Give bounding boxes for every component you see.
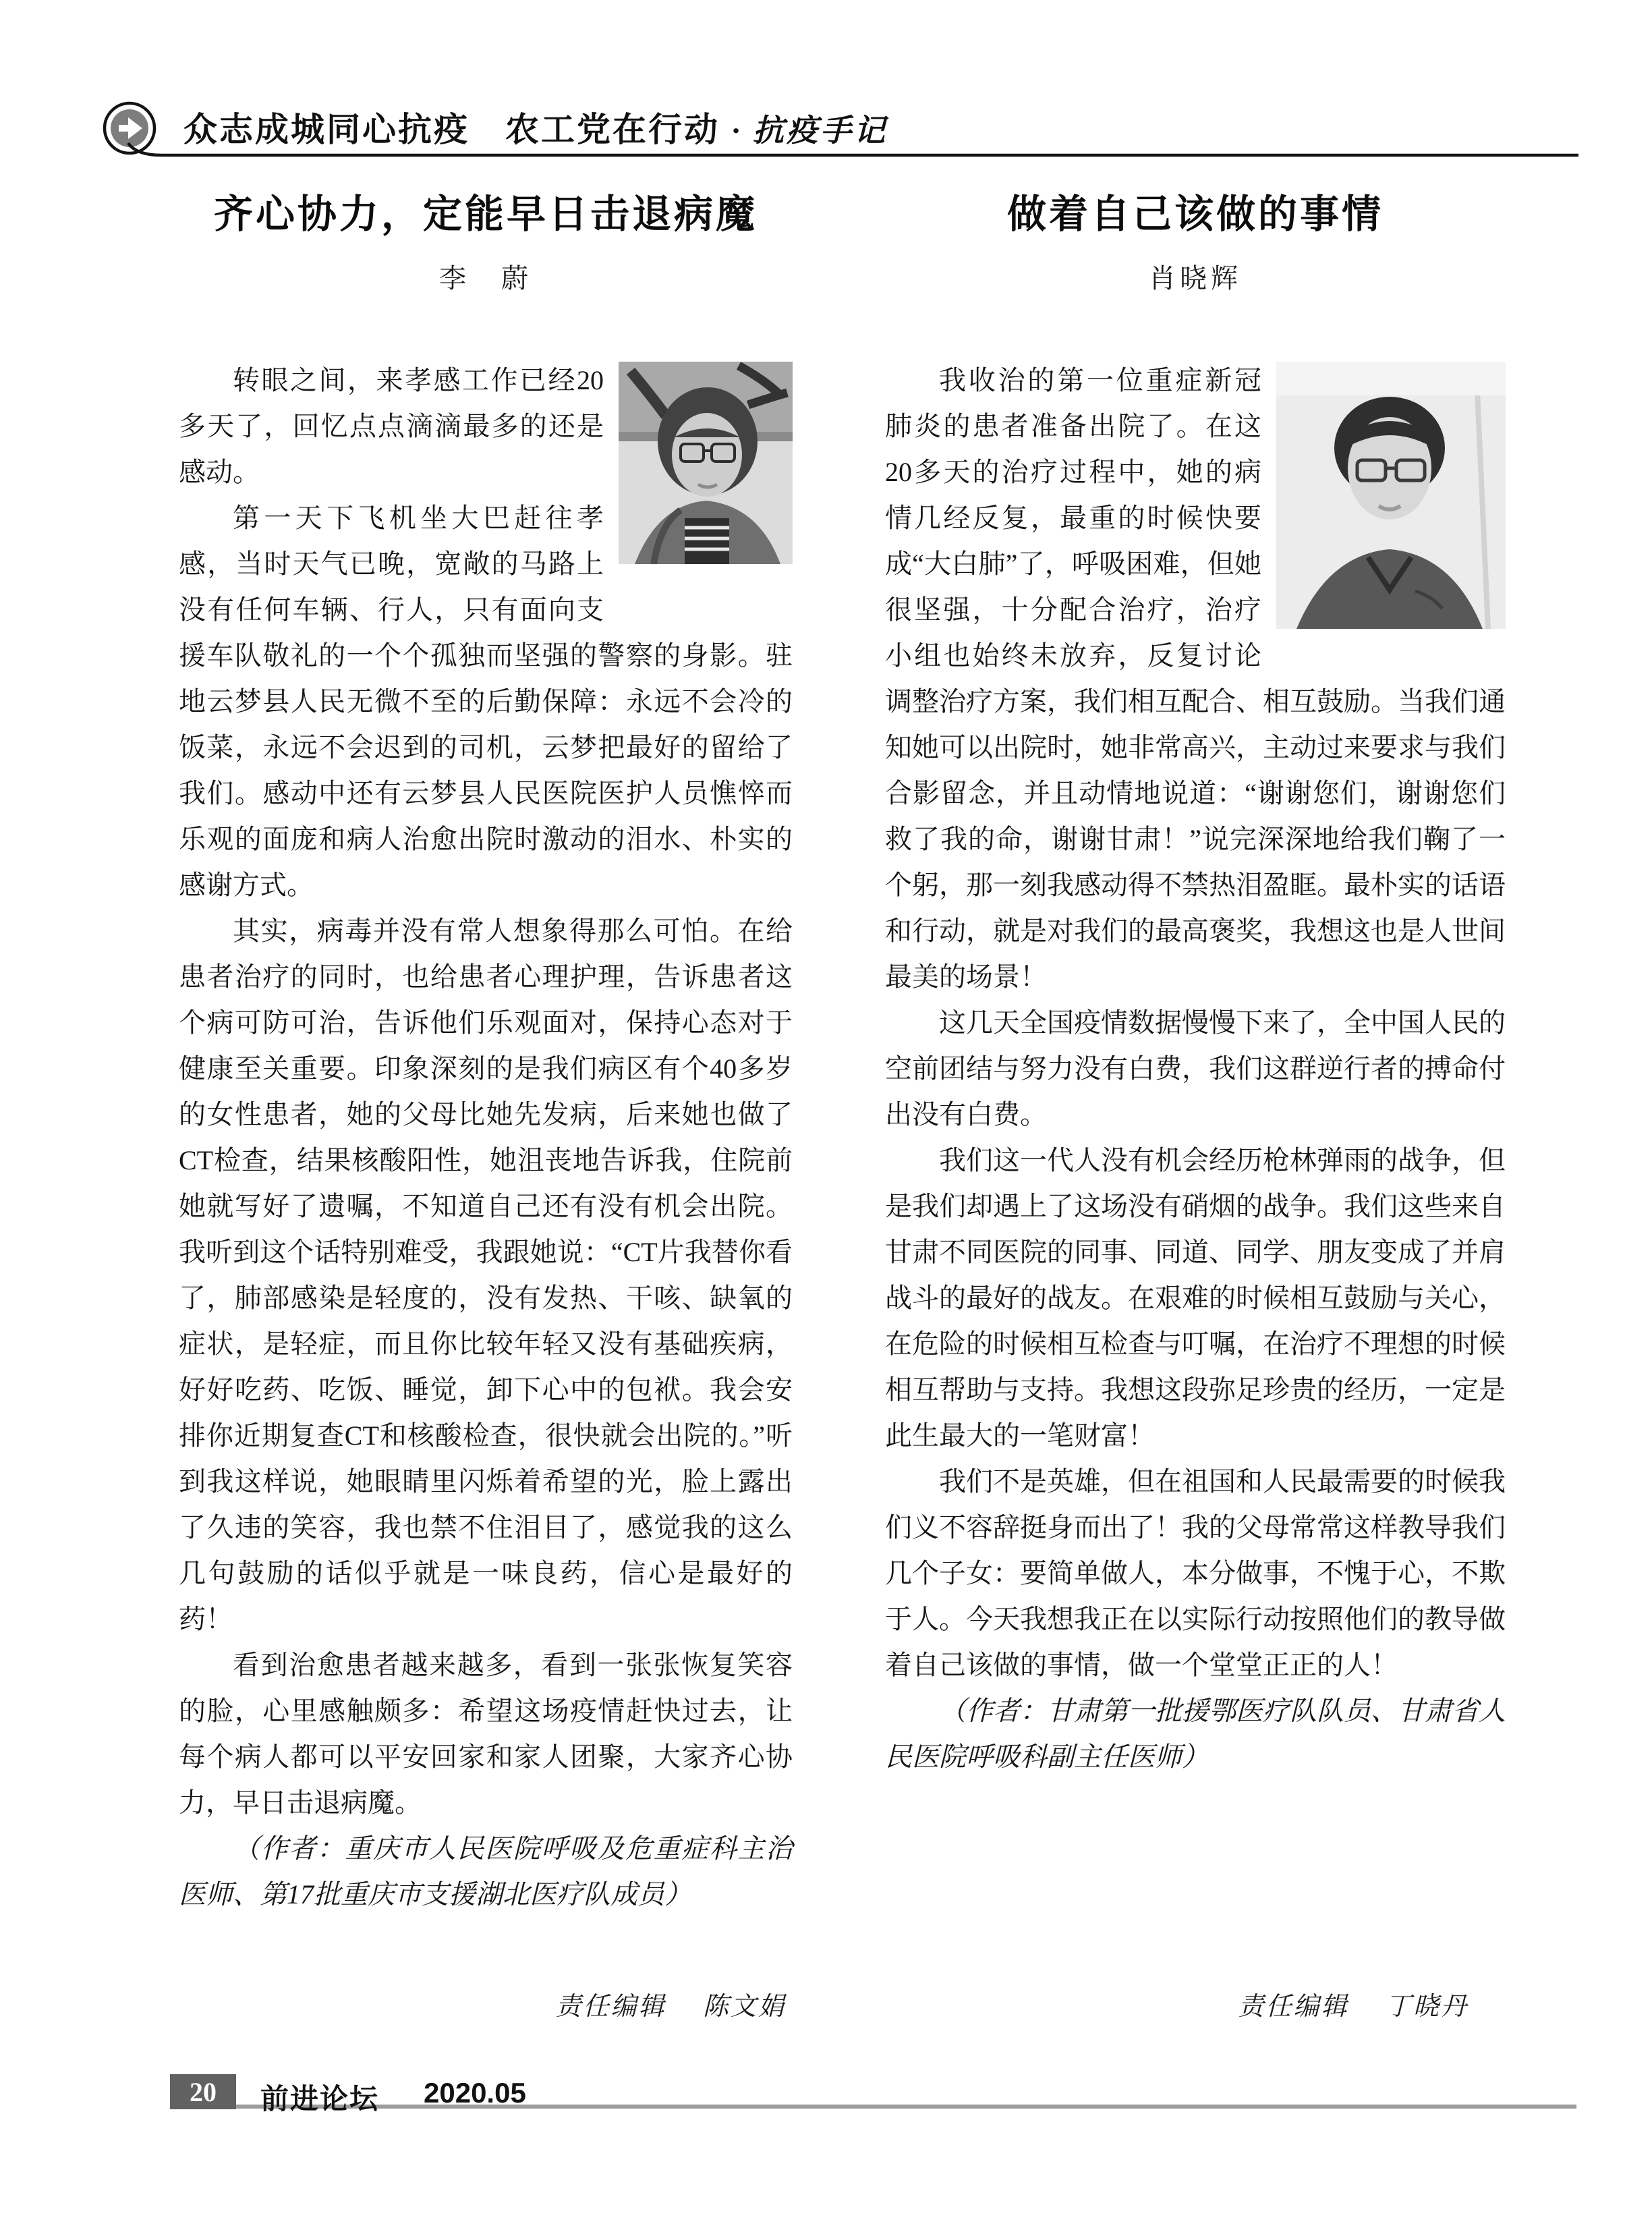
body-paragraph: 看到治愈患者越来越多，看到一张张恢复笑容的脸，心里感触颇多：希望这场疫情赶快过去，让每个病人都可以平安回家和家人团聚，大家齐心协力，早日击退病魔。: [179, 1649, 793, 1818]
article-title: 做着自己该做的事情: [1006, 192, 1384, 236]
editor-label: 责任编辑: [555, 1993, 666, 2021]
article-author: 肖晓辉: [1149, 262, 1242, 294]
woman-portrait-photo: [619, 362, 793, 564]
header-subtitle: · 抗疫手记: [732, 113, 888, 148]
body-paragraph: 我收治的第一位重症新冠肺炎的患者准备出院了。在这20多天的治疗过程中，她的病情几经反复，最重的时候快要成“大白肺”了，呼吸困难，但她很坚强，十分配合治疗，治疗小组也始终未放弃，反复讨论调整治疗方案，我们相互配合、相互鼓励。当我们通知她可以出院时，她非常高兴，主动过来要求与我们合影留念，并且动情地说道：“谢谢您们，谢谢您们救了我的命，谢谢甘肃！”说完深深地给我们鞠了一个躬，那一刻我感动得不禁热泪盈眶。最朴实的话语和行动，就是对我们的最高褒奖，我想这也是人世间最美的场景！: [885, 364, 1506, 992]
issue-number: 2020.05: [424, 2077, 526, 2109]
article-left: [179, 190, 793, 1918]
journal-name: 前进论坛: [260, 2083, 380, 2115]
article-title: 齐心协力，定能早日击退病魔: [213, 192, 758, 236]
portrait-photo-graphic: [1276, 362, 1506, 629]
portrait-photo-graphic: [619, 362, 793, 564]
article-body: [179, 358, 793, 1918]
man-portrait-photo: [1276, 362, 1506, 629]
header: [183, 103, 888, 151]
editor-row-left: [179, 1985, 786, 2026]
editor-label: 责任编辑: [1238, 1993, 1349, 2021]
article-author: 李 蔚: [439, 262, 532, 294]
article-right: [885, 190, 1506, 1780]
editor-name: 丁晓丹: [1385, 1993, 1469, 2021]
body-paragraph: 转眼之间，来孝感工作已经20多天了，回忆点点滴滴最多的还是感动。: [179, 364, 604, 487]
article-body: [885, 358, 1506, 1780]
editor-row-right: [885, 1985, 1469, 2026]
body-paragraph: 其实，病毒并没有常人想象得那么可怕。在给患者治疗的同时，也给患者心理护理，告诉患者这个病可防可治，告诉他们乐观面对，保持心态对于健康至关重要。印象深刻的是我们病区有个40多岁的女性患者，她的父母比她先发病，后来她也做了CT检查，结果核酸阳性，她沮丧地告诉我，住院前她就写好了遗嘱，不知道自己还有没有机会出院。我听到这个话特别难受，我跟她说：“CT片我替你看了，肺部感染是轻度的，没有发热、干咳、缺氧的症状，是轻症，而且你比较年轻又没有基础疾病，好好吃药、吃饭、睡觉，卸下心中的包袱。我会安排你近期复查CT和核酸检查，很快就会出院的。”听到我这样说，她眼睛里闪烁着希望的光，脸上露出了久违的笑容，我也禁不住泪目了，感觉我的这么几句鼓励的话似乎就是一味良药，信心是最好的药！: [179, 915, 793, 1634]
editor-name: 陈文娟: [702, 1993, 786, 2021]
header-title: 众志成城同心抗疫 农工党在行动: [183, 111, 720, 148]
author-bio: （作者：重庆市人民医院呼吸及危重症科主治医师、第17批重庆市支援湖北医疗队成员）: [179, 1833, 793, 1910]
body-paragraph: 这几天全国疫情数据慢慢下来了，全中国人民的空前团结与努力没有白费，我们这群逆行者的搏命付出没有白费。: [885, 1007, 1506, 1130]
body-paragraph: 我们这一代人没有机会经历枪林弹雨的战争，但是我们却遇上了这场没有硝烟的战争。我们这些来自甘肃不同医院的同事、同道、同学、朋友变成了并肩战斗的最好的战友。在艰难的时候相互鼓励与关心，在危险的时候相互检查与叮嘱，在治疗不理想的时候相互帮助与支持。我想这段弥足珍贵的经历，一定是此生最大的一笔财富！: [885, 1144, 1506, 1451]
author-bio: （作者：甘肃第一批援鄂医疗队队员、甘肃省人民医院呼吸科副主任医师）: [885, 1695, 1506, 1772]
body-paragraph: 我们不是英雄，但在祖国和人民最需要的时候我们义不容辞挺身而出了！我的父母常常这样教导我们几个子女：要简单做人，本分做事，不愧于心，不欺于人。今天我想我正在以实际行动按照他们的教导做着自己该做的事情，做一个堂堂正正的人！: [885, 1466, 1506, 1680]
body-paragraph: 第一天下飞机坐大巴赶往孝感，当时天气已晚，宽敞的马路上没有任何车辆、行人，只有面向支援车队敬礼的一个个孤独而坚强的警察的身影。驻地云梦县人民无微不至的后勤保障：永远不会冷的饭菜，永远不会迟到的司机，云梦把最好的留给了我们。感动中还有云梦县人民医院医护人员憔悴而乐观的面庞和病人治愈出院时激动的泪水、朴实的感谢方式。: [179, 502, 793, 900]
page-number-badge: 20: [170, 2074, 236, 2109]
